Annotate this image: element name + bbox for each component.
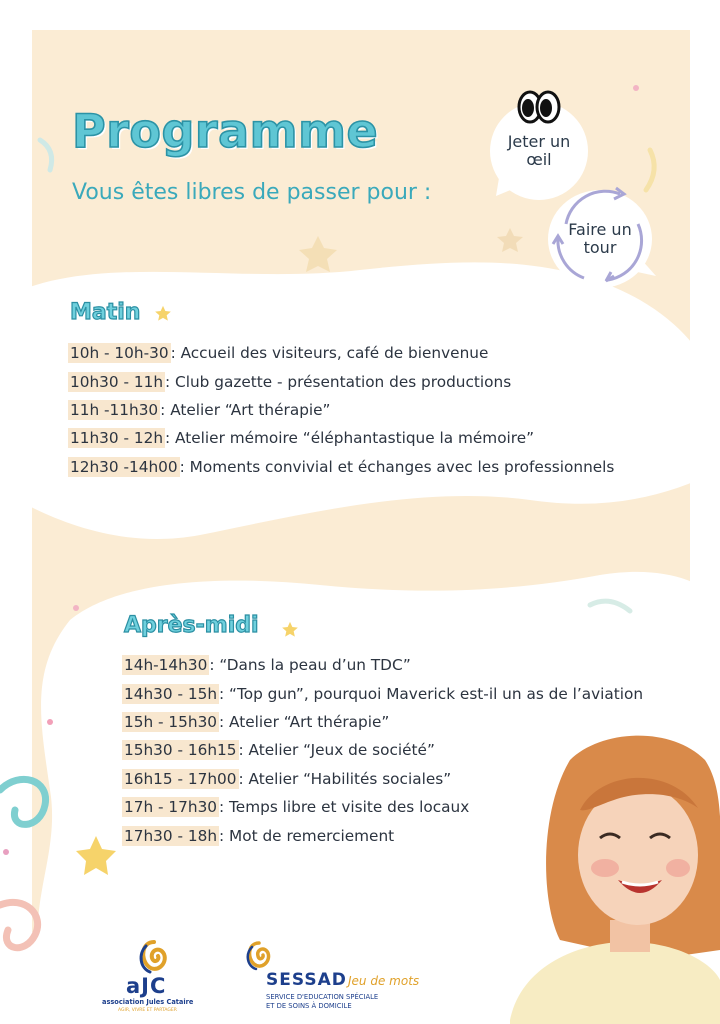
schedule-time: 10h - 10h-30 bbox=[70, 344, 169, 363]
schedule-time: 16h15 - 17h00 bbox=[124, 769, 237, 788]
schedule-time: 17h - 17h30 bbox=[124, 798, 218, 817]
section-title-matin: Matin bbox=[70, 300, 141, 325]
schedule-text: : “Dans la peau d’un TDC” bbox=[209, 656, 411, 675]
schedule-time: 15h30 - 16h15 bbox=[124, 741, 237, 760]
schedule-text: : Club gazette - présentation des productions bbox=[165, 372, 512, 391]
star-icon bbox=[281, 621, 299, 639]
schedule-text: : Moments convivial et échanges avec les professionnels bbox=[179, 457, 615, 476]
schedule-time: 14h30 - 15h bbox=[124, 684, 218, 703]
ajc-swirl-logo-icon bbox=[136, 938, 172, 976]
ajc-name: association Jules Cataire bbox=[102, 998, 194, 1006]
sessad-tagline: Jeu de mots bbox=[348, 974, 420, 988]
schedule-time: 11h -11h30 bbox=[70, 400, 159, 419]
schedule-item bbox=[68, 453, 614, 481]
faint-star bbox=[299, 236, 337, 272]
sessad-word: SESSAD bbox=[266, 970, 347, 990]
girl-portrait-illustration bbox=[500, 720, 720, 1024]
schedule-text: : Atelier “Jeux de société” bbox=[238, 741, 435, 760]
page-subtitle: Vous êtes libres de passer pour : bbox=[72, 180, 432, 205]
schedule-text: : Atelier “Art thérapie” bbox=[219, 712, 390, 731]
star-icon bbox=[154, 305, 172, 323]
confetti-dot bbox=[73, 605, 79, 611]
confetti-dot bbox=[633, 85, 639, 91]
confetti-dot bbox=[47, 719, 53, 725]
ajc-letters: aJC bbox=[126, 974, 167, 998]
faint-star bbox=[497, 228, 523, 252]
morning-schedule bbox=[68, 339, 614, 481]
sessad-logo bbox=[244, 938, 420, 1018]
schedule-text: : Accueil des visiteurs, café de bienvenue bbox=[170, 344, 489, 363]
schedule-item bbox=[68, 367, 614, 395]
schedule-text: : Atelier “Habilités sociales” bbox=[238, 769, 452, 788]
schedule-item bbox=[68, 396, 614, 424]
schedule-text: : Temps libre et visite des locaux bbox=[219, 798, 470, 817]
schedule-item bbox=[68, 424, 614, 452]
cycle-arrows-icon bbox=[548, 184, 654, 290]
confetti-dot bbox=[3, 849, 9, 855]
schedule-item bbox=[68, 339, 614, 367]
sessad-subtitle bbox=[266, 993, 378, 1011]
sessad-subtitle-line: SERVICE D'EDUCATION SPÉCIALE bbox=[266, 993, 379, 1001]
ajc-logo bbox=[96, 938, 206, 1018]
schedule-time: 10h30 - 11h bbox=[70, 372, 164, 391]
ajc-tagline: AGIR, VIVRE ET PARTAGER bbox=[118, 1008, 177, 1013]
eyes-icon bbox=[516, 88, 562, 126]
schedule-time: 15h - 15h30 bbox=[124, 712, 218, 731]
teal-swirl bbox=[0, 779, 46, 824]
pink-swirl bbox=[0, 902, 38, 947]
schedule-time: 12h30 -14h00 bbox=[70, 457, 178, 476]
page-title: Programme bbox=[72, 104, 379, 158]
section-title-apres-midi: Après-midi bbox=[124, 613, 259, 638]
schedule-time: 17h30 - 18h bbox=[124, 826, 218, 845]
bubble-label: Jeter un œil bbox=[507, 132, 571, 169]
schedule-text: : Mot de remerciement bbox=[219, 826, 395, 845]
confetti-squiggle bbox=[40, 140, 52, 170]
schedule-time: 14h-14h30 bbox=[124, 656, 208, 675]
schedule-text: : Atelier mémoire “éléphantastique la mémoire” bbox=[165, 429, 535, 448]
sessad-subtitle-line: ET DE SOINS À DOMICILE bbox=[266, 1002, 352, 1010]
sessad-swirl-logo-icon bbox=[244, 940, 274, 972]
schedule-item bbox=[122, 651, 643, 679]
schedule-text: : Atelier “Art thérapie” bbox=[160, 400, 331, 419]
schedule-item bbox=[122, 679, 643, 707]
schedule-text: : “Top gun”, pourquoi Maverick est-il un as de l’aviation bbox=[219, 684, 644, 703]
schedule-time: 11h30 - 12h bbox=[70, 429, 164, 448]
bubble-label: Faire un tour bbox=[568, 220, 632, 257]
